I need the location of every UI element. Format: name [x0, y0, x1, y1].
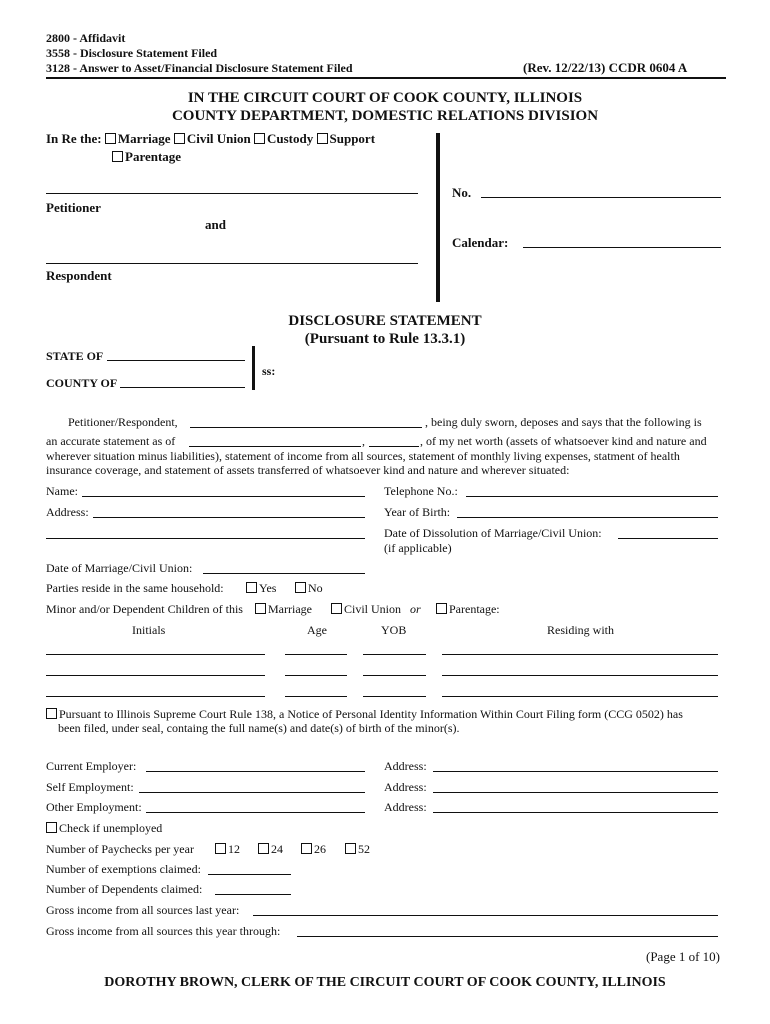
court-name: IN THE CIRCUIT COURT OF COOK COUNTY, ILLINOIS — [187, 90, 583, 106]
name-label: Name: — [46, 484, 78, 498]
checkbox-icon — [254, 133, 265, 144]
revision-code: (Rev. 12/22/13) CCDR 0604 A — [523, 60, 688, 75]
checkbox-custody[interactable]: Custody — [254, 131, 313, 146]
child-1-initials[interactable] — [46, 654, 265, 655]
checkbox-support[interactable]: Support — [317, 131, 376, 146]
child-2-age[interactable] — [285, 675, 347, 676]
checkbox-reside-yes[interactable]: Yes — [246, 581, 276, 596]
oath-name-field[interactable] — [190, 427, 422, 428]
caption-divider — [436, 133, 440, 302]
column-initials: Initials — [132, 623, 166, 637]
other-employment-address-field[interactable] — [433, 812, 718, 813]
child-2-yob[interactable] — [363, 675, 426, 676]
state-of-label: STATE OF — [46, 349, 104, 363]
county-of-label: COUNTY OF — [46, 376, 118, 390]
dependents-field[interactable] — [215, 894, 291, 895]
respondent-label: Respondent — [46, 268, 112, 283]
case-number-field[interactable] — [481, 197, 721, 198]
case-number-label: No. — [452, 185, 472, 200]
self-employment-field[interactable] — [139, 792, 365, 793]
respondent-name-line[interactable] — [46, 263, 418, 264]
checkbox-icon — [174, 133, 185, 144]
exemptions-field[interactable] — [208, 874, 291, 875]
oath-year-field[interactable] — [369, 446, 419, 447]
checkbox-icon — [295, 582, 306, 593]
child-3-age[interactable] — [285, 696, 347, 697]
checkbox-icon — [112, 151, 123, 162]
clerk-footer: DOROTHY BROWN, CLERK OF THE CIRCUIT COURT OF COOK COUNTY, ILLINOIS — [104, 975, 666, 990]
checkbox-children-marriage[interactable]: Marriage — [255, 602, 312, 617]
checkbox-icon — [436, 603, 447, 614]
year-of-birth-field[interactable] — [457, 517, 718, 518]
current-employer-field[interactable] — [146, 771, 365, 772]
child-1-age[interactable] — [285, 654, 347, 655]
column-age: Age — [307, 623, 327, 637]
column-yob: YOB — [381, 623, 407, 637]
other-employment-field[interactable] — [146, 812, 365, 813]
checkbox-paychecks-52[interactable]: 52 — [345, 842, 370, 857]
other-employment-address-label: Address: — [384, 800, 427, 814]
checkbox-civil-union[interactable]: Civil Union — [174, 131, 251, 146]
child-2-residing[interactable] — [442, 675, 718, 676]
document-title: DISCLOSURE STATEMENT — [288, 313, 482, 329]
date-marriage-label: Date of Marriage/Civil Union: — [46, 561, 193, 575]
gross-income-this-year-label: Gross income from all sources this year through: — [46, 924, 281, 938]
checkbox-parentage[interactable]: Parentage — [112, 149, 181, 165]
checkbox-icon — [345, 843, 356, 854]
header-rule — [46, 77, 726, 79]
petitioner-name-line[interactable] — [46, 193, 418, 194]
address-label: Address: — [46, 505, 89, 519]
exemptions-label: Number of exemptions claimed: — [46, 862, 201, 876]
county-field[interactable] — [120, 387, 245, 388]
telephone-field[interactable] — [466, 496, 718, 497]
checkbox-unemployed[interactable]: Check if unemployed — [46, 821, 162, 836]
oath-comma: , — [362, 434, 365, 448]
address-field-2[interactable] — [46, 538, 365, 539]
gross-income-last-year-label: Gross income from all sources last year: — [46, 903, 240, 917]
minor-children-label: Minor and/or Dependent Children of this — [46, 602, 243, 616]
checkbox-paychecks-26[interactable]: 26 — [301, 842, 326, 857]
oath-date-label: an accurate statement as of — [46, 434, 176, 448]
checkbox-icon — [105, 133, 116, 144]
child-1-residing[interactable] — [442, 654, 718, 655]
calendar-label: Calendar: — [452, 235, 509, 250]
rule138-line-2: been filed, under seal, containg the full name(s) and date(s) of birth of the minor(s). — [58, 721, 460, 735]
form-code-answer: 3128 - Answer to Asset/Financial Disclosure Statement Filed — [46, 61, 353, 75]
oath-date-field[interactable] — [189, 446, 361, 447]
child-2-initials[interactable] — [46, 675, 265, 676]
form-code-disclosure: 3558 - Disclosure Statement Filed — [46, 46, 218, 60]
date-dissolution-label: Date of Dissolution of Marriage/Civil Union: — [384, 526, 602, 540]
oath-sworn-text: , being duly sworn, deposes and says that the following is — [425, 415, 702, 429]
checkbox-icon — [46, 708, 57, 719]
current-employer-label: Current Employer: — [46, 759, 137, 773]
checkbox-icon — [317, 133, 328, 144]
checkbox-children-civil-union[interactable]: Civil Union — [331, 602, 401, 617]
calendar-field[interactable] — [523, 247, 721, 248]
oath-line-3: wherever situation minus liabilities), statement of income from all sources, statement of monthly living expenses, statment of health — [46, 449, 680, 463]
venue-bracket — [252, 346, 255, 390]
parties-reside-label: Parties reside in the same household: — [46, 581, 224, 595]
checkbox-paychecks-24[interactable]: 24 — [258, 842, 283, 857]
rule138-checkbox[interactable]: Pursuant to Illinois Supreme Court Rule 138, a Notice of Personal Identity Information Within Court Filing form (CCG 0502) has — [46, 707, 683, 722]
page-number: (Page 1 of 10) — [646, 949, 721, 964]
inre-label: In Re the: — [46, 131, 102, 146]
dependents-label: Number of Dependents claimed: — [46, 882, 203, 896]
ss-label: ss: — [262, 364, 276, 378]
child-1-yob[interactable] — [363, 654, 426, 655]
year-of-birth-label: Year of Birth: — [384, 505, 451, 519]
checkbox-icon — [255, 603, 266, 614]
date-dissolution-field[interactable] — [618, 538, 718, 539]
checkbox-icon — [46, 822, 57, 833]
inre-row — [46, 131, 375, 147]
if-applicable-note: (if applicable) — [384, 541, 452, 555]
state-field[interactable] — [107, 360, 245, 361]
date-marriage-field[interactable] — [203, 573, 365, 574]
checkbox-marriage[interactable]: Marriage — [105, 131, 171, 146]
checkbox-icon — [215, 843, 226, 854]
petitioner-label: Petitioner — [46, 200, 101, 215]
checkbox-children-parentage[interactable]: Parentage: — [436, 602, 500, 617]
or-label: or — [410, 602, 421, 616]
name-field[interactable] — [82, 496, 365, 497]
checkbox-icon — [258, 843, 269, 854]
self-employment-address-field[interactable] — [433, 792, 718, 793]
oath-line-4: insurance coverage, and statement of assets transferred of whatsoever kind and nature and wherever situated: — [46, 463, 570, 477]
and-label: and — [205, 217, 226, 232]
address-field[interactable] — [93, 517, 365, 518]
column-residing-with: Residing with — [547, 623, 615, 637]
checkbox-icon — [331, 603, 342, 614]
child-3-yob[interactable] — [363, 696, 426, 697]
child-3-initials[interactable] — [46, 696, 265, 697]
gross-income-this-year-field[interactable] — [297, 936, 718, 937]
paychecks-label: Number of Paychecks per year — [46, 842, 194, 856]
checkbox-reside-no[interactable]: No — [295, 581, 323, 596]
document-subtitle: (Pursuant to Rule 13.3.1) — [304, 331, 466, 347]
telephone-label: Telephone No.: — [384, 484, 458, 498]
self-employment-address-label: Address: — [384, 780, 427, 794]
form-code-affidavit: 2800 - Affidavit — [46, 31, 126, 45]
current-employer-address-label: Address: — [384, 759, 427, 773]
checkbox-icon — [246, 582, 257, 593]
oath-networth-text: , of my net worth (assets of whatsoever kind and nature and — [420, 434, 707, 448]
current-employer-address-field[interactable] — [433, 771, 718, 772]
child-3-residing[interactable] — [442, 696, 718, 697]
checkbox-paychecks-12[interactable]: 12 — [215, 842, 240, 857]
checkbox-icon — [301, 843, 312, 854]
gross-income-last-year-field[interactable] — [253, 915, 718, 916]
self-employment-label: Self Employment: — [46, 780, 134, 794]
other-employment-label: Other Employment: — [46, 800, 142, 814]
court-division: COUNTY DEPARTMENT, DOMESTIC RELATIONS DIVISION — [171, 108, 599, 124]
oath-party-label: Petitioner/Respondent, — [68, 415, 178, 429]
